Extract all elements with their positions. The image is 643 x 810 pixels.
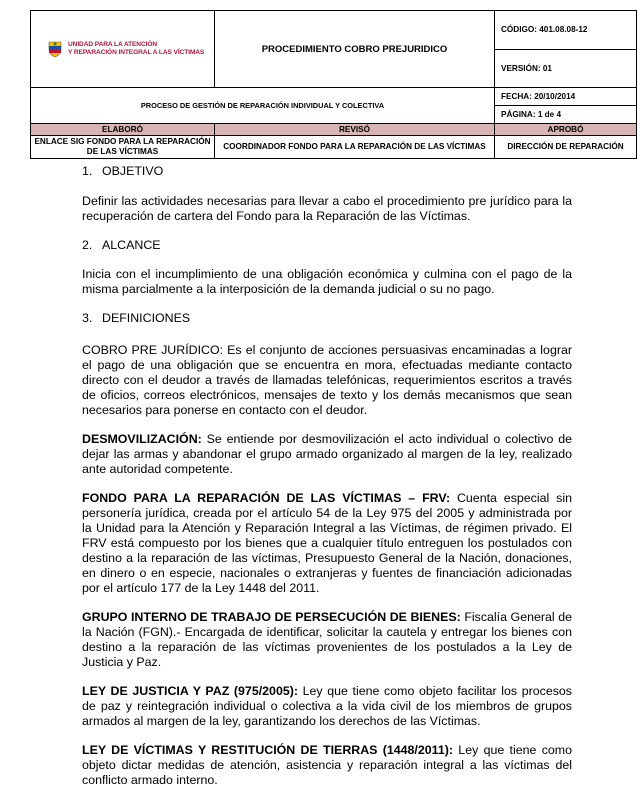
document-page: PÁGINA: 1 de 4 xyxy=(495,106,637,124)
alcance-text: Inicia con el incumplimiento de una obligación económica y culmina con el pago de la misma parcialmente a la interposición de la demanda judicial o su no pago. xyxy=(82,267,572,296)
definition-cobro-pre-juridico xyxy=(82,343,572,418)
document-title: PROCEDIMIENTO COBRO PREJURIDICO xyxy=(215,11,495,88)
definition-grupo-persecucion-bienes xyxy=(82,610,572,670)
document-version: VERSIÓN: 01 xyxy=(495,49,637,88)
role-reviso: REVISÓ xyxy=(215,124,495,136)
definition-term: FONDO PARA LA REPARACIÓN DE LAS VÍCTIMAS – FRV: xyxy=(82,491,451,505)
definition-text: Ley que tiene como objeto facilitar los procesos de paz y reintegración individual o colectiva a la vida civil de los miembros de grupos armados al margen de la ley, garantizando los derechos de las Víctimas. xyxy=(82,684,572,728)
definition-text: Fiscalía General de la Nación (FGN).- Encargada de identificar, solicitar la cautela y entregar los bienes con destino a la reparación de las víctimas provenientes de los postulados a la Ley de Justicia y Paz. xyxy=(82,610,572,669)
logo-cell xyxy=(31,11,215,88)
definition-ley-victimas xyxy=(82,743,572,788)
section-heading-alcance xyxy=(82,238,572,253)
definition-term: LEY DE VÍCTIMAS Y RESTITUCIÓN DE TIERRAS (1448/2011): xyxy=(82,743,453,757)
logo-line-1: UNIDAD PARA LA ATENCIÓN xyxy=(68,41,158,48)
process-name: PROCESO DE GESTIÓN DE REPARACIÓN INDIVIDUAL Y COLECTIVA xyxy=(31,88,495,124)
definition-term: LEY DE JUSTICIA Y PAZ (975/2005): xyxy=(82,684,298,698)
definition-text: Cuenta especial sin personería jurídica, creada por el artículo 54 de la Ley 975 del 2005 y administrada por la Unidad para la Atención y Reparación Integral a las Víctimas, de régimen privado. El FRV está compuesto por los bienes que a cualquier título entreguen los postulados con destino a la reparación de las víctimas, Presupuesto General de la Nación, donaciones, en dinero o en especie, nacionales o extranjeras y fuentes de financiación adicionadas por el artículo 177 de la Ley 1448 del 2011. xyxy=(82,491,572,595)
section-title: ALCANCE xyxy=(102,238,161,252)
definition-ley-justicia-paz xyxy=(82,684,572,729)
section-title: OBJETIVO xyxy=(102,164,164,178)
definition-frv xyxy=(82,491,572,596)
logo-line-2: Y REPARACIÓN INTEGRAL A LAS VÍCTIMAS xyxy=(68,49,205,56)
document-date: FECHA: 20/10/2014 xyxy=(495,88,637,106)
role-elaboro: ELABORÓ xyxy=(31,124,215,136)
section-number: 1. xyxy=(82,164,93,178)
objetivo-text: Definir las actividades necesarias para llevar a cabo el procedimiento pre jurídico para la recuperación de cartera del Fondo para la Reparación de las Víctimas. xyxy=(82,194,572,223)
section-number: 3. xyxy=(82,311,93,325)
document-code: CÓDIGO: 401.08.08-12 xyxy=(495,11,637,50)
section-heading-objetivo xyxy=(82,164,572,179)
coat-of-arms-icon xyxy=(47,40,63,58)
document-header-table xyxy=(30,10,637,159)
document-body xyxy=(82,158,572,788)
definition-text: Ley que tiene como objeto dictar medidas de atención, asistencia y reparación integral a las víctimas del conflicto armado interno. xyxy=(82,743,572,787)
definition-term: DESMOVILIZACIÓN: xyxy=(82,432,202,446)
name-reviso: COORDINADOR FONDO PARA LA REPARACIÓN DE LAS VÍCTIMAS xyxy=(215,136,495,159)
definition-text: Se entiende por desmovilización el acto individual o colectivo de dejar las armas y abandonar el grupo armado organizado al margen de la ley, realizado ante autoridad competente. xyxy=(82,432,572,476)
logo-text xyxy=(68,41,204,57)
section-heading-definiciones xyxy=(82,311,572,326)
section-title: DEFINICIONES xyxy=(102,311,191,325)
definition-desmovilizacion xyxy=(82,432,572,477)
entity-logo xyxy=(31,40,214,58)
name-aprobo: DIRECCIÓN DE REPARACIÓN xyxy=(495,136,637,159)
section-number: 2. xyxy=(82,238,93,252)
definition-term: GRUPO INTERNO DE TRABAJO DE PERSECUCIÓN DE BIENES: xyxy=(82,610,461,624)
definition-term: COBRO PRE JURÍDICO: xyxy=(82,343,224,357)
name-elaboro: ENLACE SIG FONDO PARA LA REPARACIÓN DE LAS VÍCTIMAS xyxy=(31,136,215,159)
role-aprobo: APROBÓ xyxy=(495,124,637,136)
definition-text: Es el conjunto de acciones persuasivas encaminadas a lograr el pago de una obligación que se encuentra en mora, efectuadas mediante contacto directo con el deudor a través de llamadas telefónicas, requerimientos escritos a través de oficios, correos electrónicos, mensajes de texto y los demás mecanismos que sean necesarios para ponerse en contacto con el deudor. xyxy=(82,343,572,417)
